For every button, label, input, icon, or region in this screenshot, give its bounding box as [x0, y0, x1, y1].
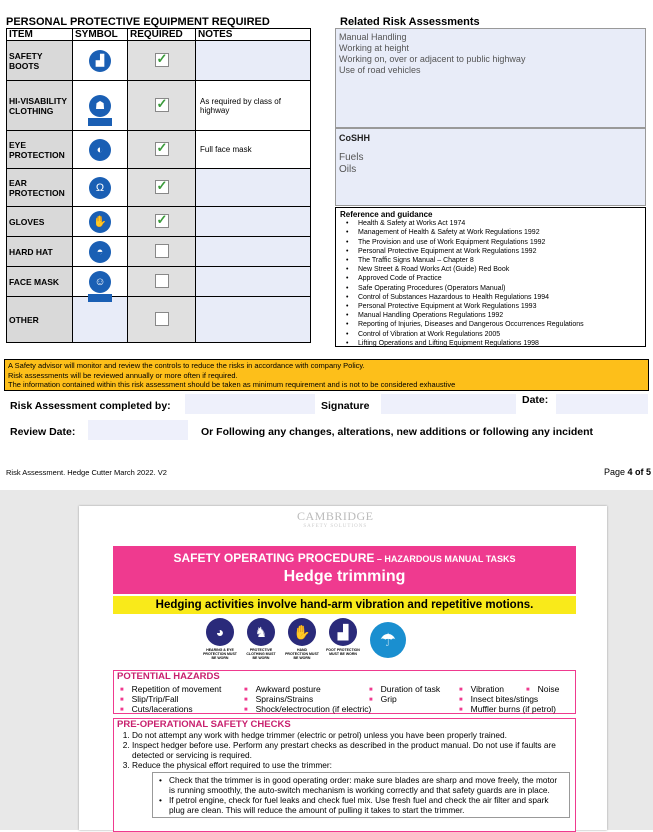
required-checkbox[interactable] [155, 274, 169, 288]
foot-protection-icon: ▟ FOOT PROTECTION MUST BE WORN [326, 618, 360, 666]
table-row [7, 267, 311, 297]
review-date-field[interactable] [88, 420, 188, 440]
list-item: 3. Reduce the physical effort required to use the trimmer: [132, 760, 575, 770]
hazard-item: ■ Duration of task [369, 684, 440, 695]
review-notice: A Safety advisor will monitor and review the controls to reduce the risks in accordance with company Policy. Risk assessments will be reviewed annually or more often if required. The information contained within this risk assessment should be taken as minimum requirement and is not to be considered exhaustive [4, 359, 649, 391]
reference-box [335, 207, 646, 347]
date-field[interactable] [556, 394, 648, 414]
sop-title: SAFETY OPERATING PROCEDURE [173, 551, 375, 565]
ppe-notes [196, 41, 311, 81]
ppe-item: HI-VISABILITY CLOTHING [7, 81, 73, 131]
coshh-item: Fuels [339, 152, 364, 163]
ppe-notes [196, 297, 311, 343]
table-row [7, 207, 311, 237]
table-row [7, 297, 311, 343]
hard-hat-icon: ◓ [89, 241, 111, 263]
review-row [4, 418, 649, 446]
related-item: Working on, over or adjacent to public highway [339, 54, 526, 64]
list-item: • Control of Vibration at Work Regulations 2005 [358, 330, 641, 339]
ppe-item: EYE PROTECTION [7, 131, 73, 169]
list-item: 2. Inspect hedger before use. Perform any prestart checks as described in the product manual. Do not use if faults are detected or servicing is required. [132, 740, 575, 760]
list-item: 1. Do not attempt any work with hedge trimmer (electric or petrol) unless you have been properly trained. [132, 730, 575, 740]
required-checkbox[interactable] [155, 180, 169, 194]
list-item: • Manual Handling Operations Regulations 1992 [358, 311, 641, 320]
sop-page [79, 506, 607, 830]
list-item: • The Provision and use of Work Equipment Regulations 1992 [358, 238, 641, 247]
list-item: • Management of Health & Safety at Work Regulations 1992 [358, 228, 641, 237]
ppe-header-row [7, 29, 311, 41]
coshh-item: Oils [339, 164, 357, 175]
ppe-notes: As required by class of highway [196, 81, 311, 131]
col-notes: NOTES [196, 29, 311, 41]
reference-title: Reference and guidance [340, 210, 433, 219]
col-required: REQUIRED [128, 29, 196, 41]
col-item: ITEM [7, 29, 73, 41]
related-assessments-box [335, 28, 646, 128]
sop-subtitle: – HAZARDOUS MANUAL TASKS [374, 554, 516, 564]
col-symbol: SYMBOL [73, 29, 128, 41]
hazard-item: ■ Insect bites/stings [459, 694, 538, 705]
company-logo: CAMBRIDGE SAFETY SOLUTIONS [297, 509, 374, 529]
ppe-notes [196, 207, 311, 237]
related-item: Manual Handling [339, 32, 407, 42]
hazard-item: ■ Sprains/Strains [244, 694, 313, 705]
ear-defenders-icon: Ω [89, 177, 111, 199]
reference-list [358, 219, 641, 348]
hazard-item: ■ Awkward posture [244, 684, 321, 695]
hazards-title: POTENTIAL HAZARDS [117, 671, 220, 682]
list-item: • Safe Operating Procedures (Operators Manual) [358, 284, 641, 293]
signature-field[interactable] [381, 394, 516, 414]
completed-by-label: Risk Assessment completed by: [10, 400, 171, 412]
coshh-title: CoSHH [339, 133, 370, 143]
hi-vis-icon: ☗ [89, 95, 111, 117]
page-number: Page 4 of 5 [603, 467, 651, 477]
table-row [7, 41, 311, 81]
ppe-notes [196, 237, 311, 267]
list-item: • Check that the trimmer is in good operating order: make sure blades are sharp and move freely, the motor is running smoothly, the auto-switch mechanism is working correctly and that safety guards are in place. [169, 775, 565, 795]
hazard-item: ■ Shock/electrocution (if electric) [244, 704, 371, 715]
ppe-notes [196, 169, 311, 207]
hazard-item: ■ Cuts/lacerations [120, 704, 193, 715]
list-item: • If petrol engine, check for fuel leaks and check fuel mix. Use fresh fuel and check the air filter and spark plug are clean. This will reduce the amount of pulling it takes to start the trimmer. [169, 795, 565, 815]
footer-doc-title: Risk Assessment. Hedge Cutter March 2022. V2 [6, 468, 167, 477]
ppe-item: FACE MASK [7, 267, 73, 297]
list-item: • Personal Protective Equipment at Work Regulations 1992 [358, 247, 641, 256]
hazard-item: ■ Grip [369, 694, 397, 705]
ppe-title: PERSONAL PROTECTIVE EQUIPMENT REQUIRED [6, 16, 270, 28]
gloves-icon: ✋ [89, 211, 111, 233]
ppe-notes [196, 267, 311, 297]
required-checkbox[interactable] [155, 214, 169, 228]
table-row [7, 237, 311, 267]
ppe-item: EAR PROTECTION [7, 169, 73, 207]
table-row [7, 131, 311, 169]
hearing-eye-protection-icon: ◕ HEARING & EYE PROTECTION MUST BE WORN [203, 618, 237, 666]
related-item: Use of road vehicles [339, 65, 421, 75]
face-mask-icon: ☺ [89, 271, 111, 293]
pre-checks-title: PRE-OPERATIONAL SAFETY CHECKS [117, 719, 291, 730]
face-shield-icon: ◐ [89, 139, 111, 161]
completed-by-row [4, 392, 649, 420]
hazard-item: ■ Vibration [459, 684, 504, 695]
list-item: • The Traffic Signs Manual – Chapter 8 [358, 256, 641, 265]
table-row [7, 81, 311, 131]
required-checkbox[interactable] [155, 142, 169, 156]
required-checkbox[interactable] [155, 53, 169, 67]
hazard-item: ■ Muffler burns (if petrol) [459, 704, 556, 715]
required-checkbox[interactable] [155, 244, 169, 258]
ppe-table [6, 28, 311, 343]
pre-checks-sublist [152, 772, 570, 818]
hazard-item: ■ Slip/Trip/Fall [120, 694, 179, 705]
pre-checks-section [113, 718, 576, 832]
required-checkbox[interactable] [155, 98, 169, 112]
ppe-icons-row [203, 618, 513, 666]
following-text: Or Following any changes, alterations, new additions or following any incident [201, 426, 594, 438]
sop-task-title: Hedge trimming [283, 568, 406, 585]
hazard-item: ■ Noise [526, 684, 559, 695]
review-date-label: Review Date: [10, 426, 76, 438]
list-item: • Approved Code of Practice [358, 274, 641, 283]
ppe-item: OTHER [7, 297, 73, 343]
protective-clothing-icon: ♞ PROTECTIVE CLOTHING MUST BE WORN [244, 618, 278, 666]
ppe-item: SAFETY BOOTS [7, 41, 73, 81]
signature-label: Signature [321, 400, 370, 412]
hazards-section [113, 670, 576, 714]
date-label: Date: [522, 394, 549, 406]
ppe-item: GLOVES [7, 207, 73, 237]
hand-wash-icon: ☂ [370, 622, 406, 658]
table-row [7, 169, 311, 207]
required-checkbox[interactable] [155, 312, 169, 326]
list-item: • Lifting Operations and Lifting Equipment Regulations 1998 [358, 339, 641, 348]
vibration-banner: Hedging activities involve hand-arm vibration and repetitive motions. [113, 596, 576, 614]
list-item: • Reporting of Injuries, Diseases and Dangerous Occurrences Regulations [358, 320, 641, 329]
completed-by-field[interactable] [185, 394, 315, 414]
hand-protection-icon: ✋ HAND PROTECTION MUST BE WORN [285, 618, 319, 666]
sop-title-banner [113, 546, 576, 594]
boot-icon: ▟ [89, 50, 111, 72]
ppe-notes: Full face mask [196, 131, 311, 169]
list-item: • Control of Substances Hazardous to Health Regulations 1994 [358, 293, 641, 302]
ppe-item: HARD HAT [7, 237, 73, 267]
list-item: • New Street & Road Works Act (Guide) Red Book [358, 265, 641, 274]
list-item: • Health & Safety at Works Act 1974 [358, 219, 641, 228]
related-title: Related Risk Assessments [340, 16, 480, 28]
hazard-item: ■ Repetition of movement [120, 684, 221, 695]
related-item: Working at height [339, 43, 409, 53]
coshh-box [335, 128, 646, 206]
list-item: • Personal Protective Equipment at Work Regulations 1993 [358, 302, 641, 311]
